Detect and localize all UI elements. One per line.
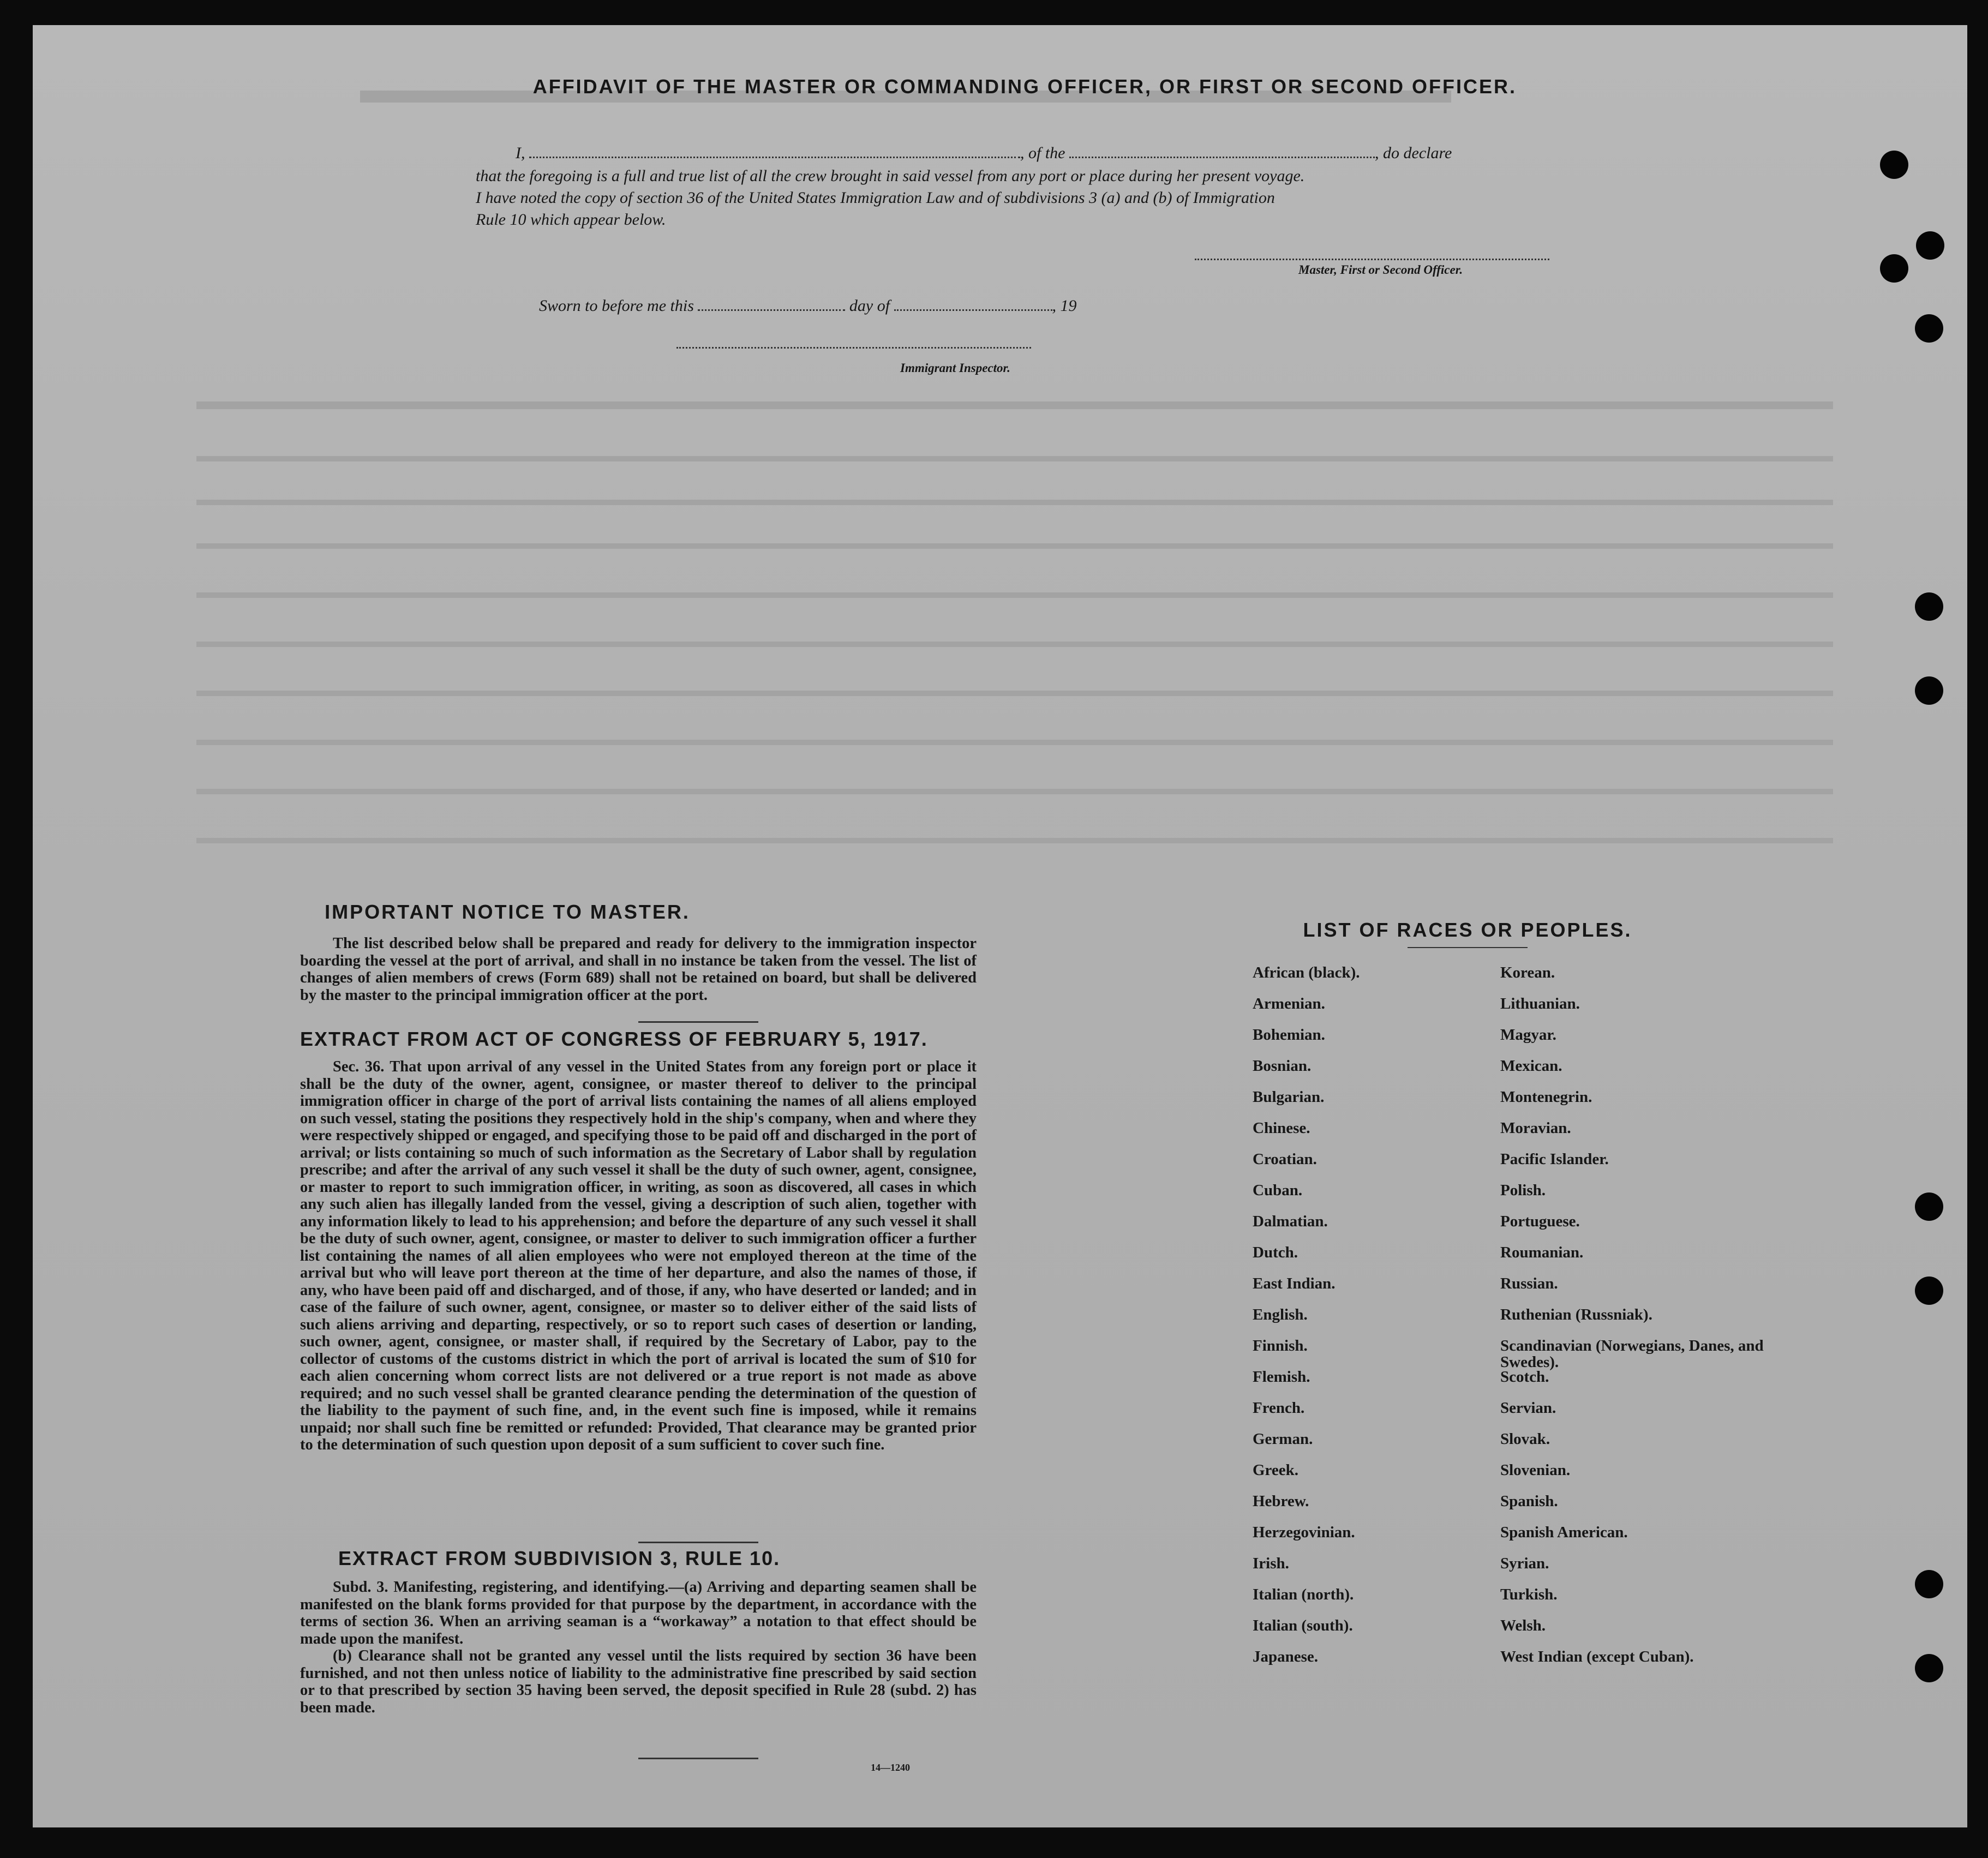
race-list-item: Welsh. bbox=[1500, 1617, 1546, 1634]
sworn-start: Sworn to before me this bbox=[539, 297, 694, 315]
race-list-item: French. bbox=[1253, 1399, 1305, 1417]
race-list-item: Bohemian. bbox=[1253, 1026, 1325, 1044]
race-list-item: Mexican. bbox=[1500, 1057, 1562, 1075]
race-list-item: German. bbox=[1253, 1430, 1313, 1448]
vessel-blank bbox=[1069, 151, 1375, 158]
race-list-item: Slovak. bbox=[1500, 1430, 1550, 1448]
divider bbox=[1408, 947, 1528, 948]
act-extract-title: EXTRACT FROM ACT OF CONGRESS OF FEBRUARY 5, 1917. bbox=[300, 1028, 928, 1050]
rule-extract-title: EXTRACT FROM SUBDIVISION 3, RULE 10. bbox=[338, 1547, 781, 1569]
race-list-item: Scandinavian (Norwegians, Danes, and Swedes). bbox=[1500, 1337, 1764, 1371]
race-list-item: Pacific Islander. bbox=[1500, 1150, 1609, 1168]
affidavit-line-3: I have noted the copy of section 36 of the United States Immigration Law and of subdivisions 3 (a) and (b) of Immigration bbox=[476, 189, 1275, 207]
binder-hole bbox=[1915, 592, 1943, 621]
race-list-item: Herzegovinian. bbox=[1253, 1524, 1355, 1541]
signature-caption: Master, First or Second Officer. bbox=[1298, 263, 1463, 277]
race-list-item: Syrian. bbox=[1500, 1555, 1549, 1572]
races-title: LIST OF RACES OR PEOPLES. bbox=[1303, 919, 1632, 941]
race-list-item: West Indian (except Cuban). bbox=[1500, 1648, 1694, 1665]
inspector-signature-line bbox=[676, 341, 1031, 349]
race-list-item: East Indian. bbox=[1253, 1275, 1336, 1292]
binder-hole bbox=[1915, 676, 1943, 705]
sworn-mid: day of bbox=[849, 297, 890, 315]
notice-title: IMPORTANT NOTICE TO MASTER. bbox=[325, 901, 690, 923]
binder-hole bbox=[1915, 314, 1943, 343]
divider bbox=[638, 1021, 758, 1023]
act-extract-text: Sec. 36. That upon arrival of any vessel in the United States from any foreign port or place it shall be the duty of the owner, agent, consignee, or master thereof to deliver to the principal immigration officer in charge of the port of arrival lists containing the names of all aliens employed on such vessel, stating the positions they respectively hold in the ship's company, when and where they were respectively shipped or engaged, and specifying those to be paid off and discharged in the port of arrival; or lists containing so much of such information as the Secretary of Labor shall by regulation prescribe; and after the arrival of any such vessel it shall be the duty of such owner, agent, consignee, or master to report to such immigration officer, in writing, as soon as discovered, all cases in which any such alien has illegally landed from the vessel, giving a description of such alien, together with any information likely to lead to his apprehension; and before the departure of any such vessel it shall be the duty of such owner, agent, consignee, or master to deliver to such immigration officer a further list containing the names of all alien employees who were not employed thereon at the time of the arrival but who will leave port thereon at the time of her departure, and also the names of those, if any, who have been paid off and discharged, and of those, if any, who have deserted or landed; and in case of the failure of such owner, agent, consignee, or master so to deliver either of the said lists of such aliens arriving and departing, respectively, or so to report such cases of desertion or landing, such owner, agent, consignee, or master shall, if required by the Secretary of Labor, pay to the collector of customs of the customs district in which the port of arrival is located the sum of $10 for each alien concerning whom correct lists are not delivered or a true report is not made as above required; and no such vessel shall be granted clearance pending the determination of the question of the liability to the payment of such fine, and, in the event such fine is imposed, while it remains unpaid; nor shall such fine be remitted or refunded: Provided, That clearance may be granted prior to the determination of such question upon deposit of a sum sufficient to cover such fine. bbox=[300, 1058, 977, 1453]
race-list-item: Dutch. bbox=[1253, 1244, 1298, 1261]
rule-extract-body bbox=[300, 1579, 977, 1716]
day-blank bbox=[698, 304, 845, 311]
race-list-item: Slovenian. bbox=[1500, 1461, 1571, 1479]
race-list-item: Armenian. bbox=[1253, 995, 1325, 1012]
race-list-item: Russian. bbox=[1500, 1275, 1558, 1292]
race-list-item: Cuban. bbox=[1253, 1182, 1303, 1199]
race-list-item: Italian (north). bbox=[1253, 1586, 1354, 1603]
notice-body bbox=[300, 935, 977, 1004]
race-list-item: Spanish American. bbox=[1500, 1524, 1628, 1541]
race-list-item: Turkish. bbox=[1500, 1586, 1558, 1603]
inspector-caption: Immigrant Inspector. bbox=[900, 361, 1010, 375]
sworn-end: , 19 bbox=[1052, 297, 1077, 315]
race-list-item: Spanish. bbox=[1500, 1493, 1558, 1510]
binder-hole bbox=[1915, 1192, 1943, 1221]
race-list-item: Lithuanian. bbox=[1500, 995, 1580, 1012]
race-list-item: Japanese. bbox=[1253, 1648, 1319, 1665]
sworn-line bbox=[539, 297, 1077, 315]
affidavit-line-2: that the foregoing is a full and true list of all the crew brought in said vessel from any port or place during her present voyage. bbox=[476, 167, 1305, 185]
document-page bbox=[33, 25, 1967, 1827]
month-blank bbox=[894, 304, 1052, 311]
race-list-item: Italian (south). bbox=[1253, 1617, 1353, 1634]
notice-text: The list described below shall be prepared and ready for delivery to the immigration inspector boarding the vessel at the port of arrival, and shall in no instance be taken from the vessel. The list of changes of alien members of crews (Form 689) shall not be retained on board, but shall be delivered by the master to the principal immigration officer at the port. bbox=[300, 935, 977, 1004]
race-list-item: African (black). bbox=[1253, 964, 1360, 981]
race-list-item: Chinese. bbox=[1253, 1119, 1310, 1137]
affidavit-line1-mid: , of the bbox=[1020, 144, 1065, 162]
race-list-item: Magyar. bbox=[1500, 1026, 1556, 1044]
race-list-item: Moravian. bbox=[1500, 1119, 1571, 1137]
affidavit-title: AFFIDAVIT OF THE MASTER OR COMMANDING OFFICER, OR FIRST OR SECOND OFFICER. bbox=[532, 75, 1517, 98]
binder-hole bbox=[1916, 231, 1944, 260]
race-list-item: Roumanian. bbox=[1500, 1244, 1584, 1261]
affidavit-line-4: Rule 10 which appear below. bbox=[476, 211, 666, 229]
binder-hole bbox=[1915, 1276, 1943, 1305]
race-list-item: Flemish. bbox=[1253, 1368, 1310, 1386]
binder-hole bbox=[1915, 1570, 1943, 1598]
affidavit-line1-start: I, bbox=[516, 144, 525, 162]
affidavit-line1-end: , do declare bbox=[1375, 144, 1452, 162]
race-list-item: Greek. bbox=[1253, 1461, 1299, 1479]
race-list-item: Scotch. bbox=[1500, 1368, 1549, 1386]
name-blank bbox=[529, 151, 1020, 158]
race-list-item: Korean. bbox=[1500, 964, 1555, 981]
binder-hole bbox=[1915, 1654, 1943, 1682]
race-list-item: Irish. bbox=[1253, 1555, 1289, 1572]
race-list-item: Montenegrin. bbox=[1500, 1088, 1592, 1106]
race-list-item: Ruthenian (Russniak). bbox=[1500, 1306, 1652, 1323]
race-list-item: Bosnian. bbox=[1253, 1057, 1312, 1075]
race-list-item: Croatian. bbox=[1253, 1150, 1317, 1168]
rule-extract-text-b: (b) Clearance shall not be granted any vessel until the lists required by section 36 have been furnished, and not then unless notice of liability to the administrative fine prescribed by said section or to that prescribed by section 35 having been served, the deposit specified in Rule 28 (subd. 2) has been made. bbox=[300, 1647, 977, 1716]
act-extract-body bbox=[300, 1058, 977, 1454]
signature-line bbox=[1195, 253, 1549, 260]
rule-extract-text-a: Subd. 3. Manifesting, registering, and identifying.—(a) Arriving and departing seamen shall be manifested on the blank forms provided for that purpose by the department, in accordance with the terms of section 36. When an arriving seaman is a “workaway” a notation to that effect should be made upon the manifest. bbox=[300, 1579, 977, 1647]
race-list-item: Polish. bbox=[1500, 1182, 1546, 1199]
race-list-item: Servian. bbox=[1500, 1399, 1556, 1417]
form-number: 14—1240 bbox=[871, 1762, 910, 1773]
race-list-item: Hebrew. bbox=[1253, 1493, 1309, 1510]
divider bbox=[638, 1542, 758, 1543]
divider bbox=[638, 1758, 758, 1759]
binder-hole bbox=[1880, 151, 1908, 179]
race-list-item: Dalmatian. bbox=[1253, 1213, 1328, 1230]
race-list-item: English. bbox=[1253, 1306, 1308, 1323]
affidavit-line-1 bbox=[516, 144, 1452, 163]
race-list-item: Bulgarian. bbox=[1253, 1088, 1325, 1106]
race-list-item: Finnish. bbox=[1253, 1337, 1308, 1354]
race-list-item: Portuguese. bbox=[1500, 1213, 1580, 1230]
binder-hole bbox=[1880, 254, 1908, 283]
